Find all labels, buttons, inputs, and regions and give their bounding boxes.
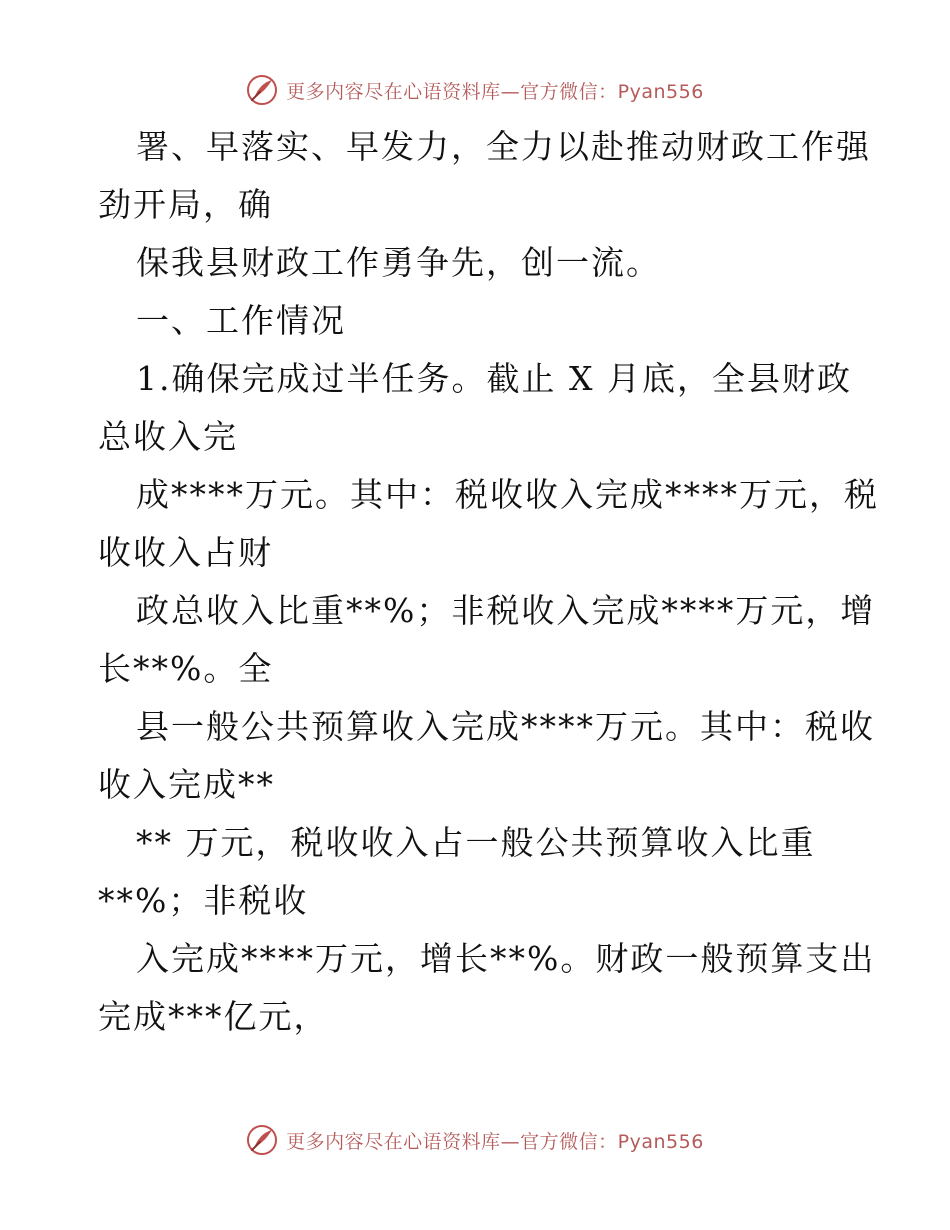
- feather-quill-logo-icon: [246, 1124, 278, 1156]
- header-banner-text: 更多内容尽在心语资料库—官方微信：Pyan556: [286, 80, 704, 103]
- body-line: 完成***亿元，: [98, 997, 329, 1036]
- footer-banner: [0, 1120, 950, 1160]
- body-line: 收入完成**: [98, 765, 275, 804]
- body-line: 收收入占财: [98, 533, 273, 572]
- body-line: **%；非税收: [98, 881, 309, 920]
- feather-quill-logo-icon: [246, 74, 278, 106]
- body-line: 入完成****万元，增长**%。财政一般预算支出: [136, 939, 876, 978]
- body-line: 署、早落实、早发力，全力以赴推动财政工作强: [136, 127, 871, 166]
- body-line: ** 万元，税收收入占一般公共预算收入比重: [136, 823, 816, 862]
- body-line: 政总收入比重**%；非税收入完成****万元，增: [136, 591, 876, 630]
- section-heading: 一、工作情况: [136, 301, 346, 340]
- body-line: 总收入完: [98, 417, 238, 456]
- document-body: [98, 118, 879, 1046]
- body-line: 成****万元。其中：税收收入完成****万元，税: [136, 475, 879, 514]
- footer-banner-text: 更多内容尽在心语资料库—官方微信：Pyan556: [286, 1130, 704, 1153]
- body-line: 县一般公共预算收入完成****万元。其中：税收: [136, 707, 875, 746]
- body-line: 长**%。全: [98, 649, 274, 688]
- body-line: 保我县财政工作勇争先，创一流。: [136, 243, 661, 282]
- body-line: 劲开局，确: [98, 185, 273, 224]
- body-line: 1.确保完成过半任务。截止 X 月底，全县财政: [136, 359, 852, 398]
- header-banner: [0, 70, 950, 110]
